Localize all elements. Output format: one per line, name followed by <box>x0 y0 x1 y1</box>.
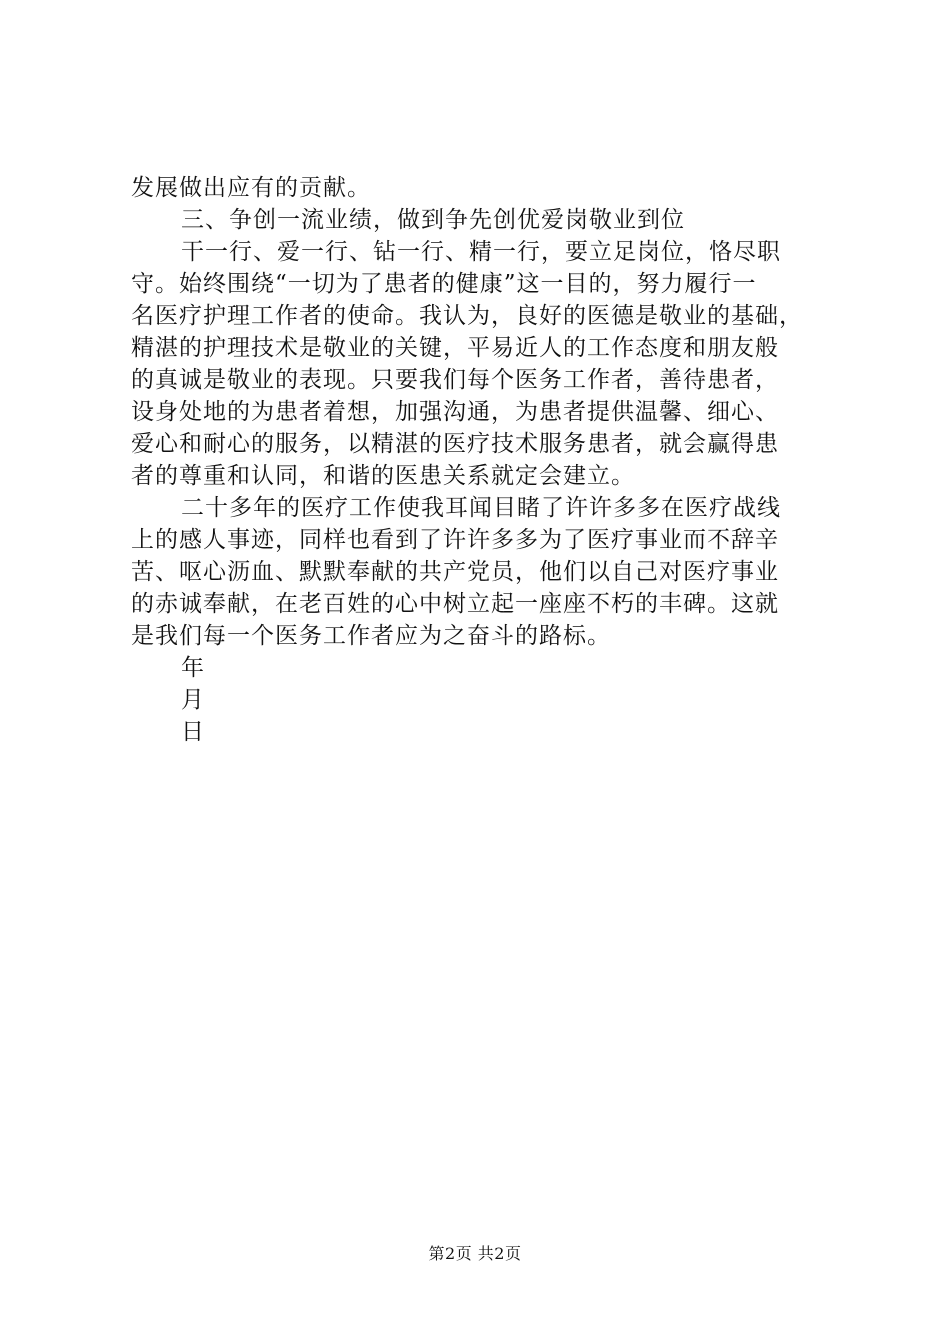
text-line: 二十多年的医疗工作使我耳闻目睹了许许多多在医疗战线 <box>181 495 781 521</box>
document-body <box>131 172 831 748</box>
text-line: 爱心和耐心的服务，以精湛的医疗技术服务患者，就会赢得患 <box>131 431 779 457</box>
text-line: 名医疗护理工作者的使命。我认为，良好的医德是敬业的基础， <box>131 303 803 329</box>
text-line: 是我们每一个医务工作者应为之奋斗的路标。 <box>131 623 611 649</box>
page-number-footer: 第2页 共2页 <box>428 1244 522 1263</box>
section-heading: 三、争创一流业绩，做到争先创优爱岗敬业到位 <box>181 207 685 233</box>
date-day-label: 日 <box>181 719 205 745</box>
text-line: 设身处地的为患者着想，加强沟通，为患者提供温馨、细心、 <box>131 399 779 425</box>
text-line: 的真诚是敬业的表现。只要我们每个医务工作者，善待患者， <box>131 367 779 393</box>
text-line: 苦、呕心沥血、默默奉献的共产党员，他们以自己对医疗事业 <box>131 559 779 585</box>
text-line: 发展做出应有的贡献。 <box>131 175 371 201</box>
text-line: 的赤诚奉献，在老百姓的心中树立起一座座不朽的丰碑。这就 <box>131 591 779 617</box>
text-line: 上的感人事迹，同样也看到了许许多多为了医疗事业而不辞辛 <box>131 527 779 553</box>
text-line: 者的尊重和认同，和谐的医患关系就定会建立。 <box>131 463 635 489</box>
date-month-label: 月 <box>181 687 205 713</box>
text-line: 干一行、爱一行、钻一行、精一行，要立足岗位，恪尽职 <box>181 239 781 265</box>
text-line: 精湛的护理技术是敬业的关键，平易近人的工作态度和朋友般 <box>131 335 779 361</box>
date-year-label: 年 <box>181 655 205 681</box>
text-line: 守。始终围绕“一切为了患者的健康”这一目的，努力履行一 <box>131 271 757 297</box>
